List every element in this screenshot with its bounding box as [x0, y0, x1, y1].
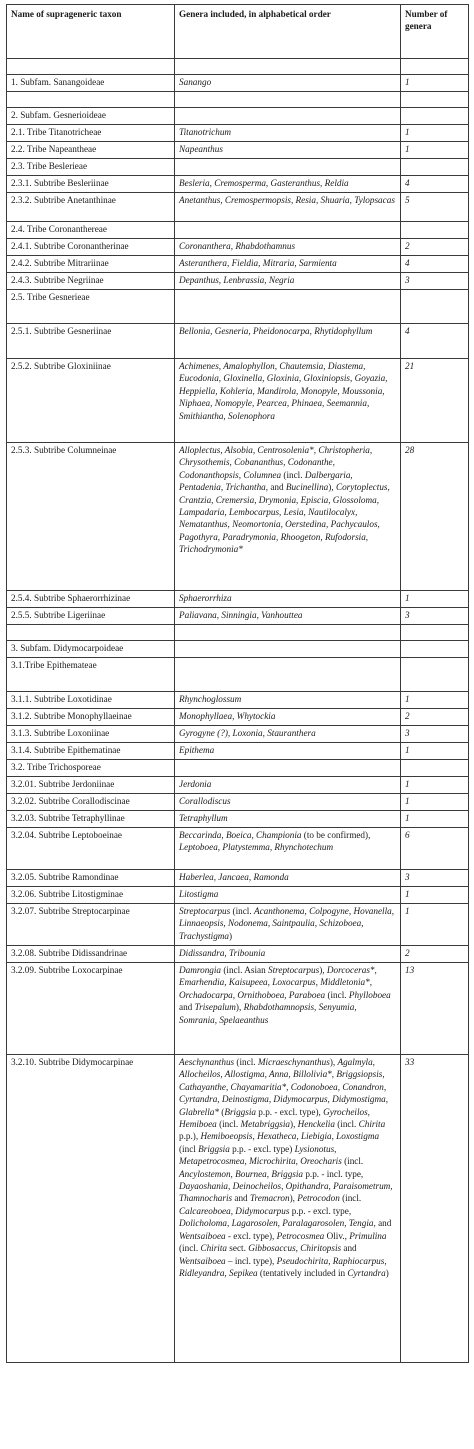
genera-cell: Sphaerorrhiza — [175, 591, 401, 608]
genus-names: Beccarinda, Boeica, Championia — [179, 830, 302, 840]
genus-names: Bucinellina — [285, 482, 329, 493]
table-row — [7, 176, 469, 193]
spacer-row — [7, 92, 469, 108]
note-text: p.p.), — [179, 1131, 201, 1142]
genera-cell — [175, 760, 401, 777]
taxon-cell: 3.2.10. Subtribe Didymocarpinae — [7, 1055, 175, 1363]
note-text: and — [341, 1243, 357, 1254]
table-row — [7, 1055, 469, 1363]
table-row — [7, 256, 469, 273]
genera-count-cell: 1 — [401, 777, 469, 794]
table-row — [7, 658, 469, 692]
genera-count-cell: 33 — [401, 1055, 469, 1363]
note-text: (incl. — [281, 469, 305, 480]
note-text: (to be confirmed), — [301, 830, 371, 840]
note-text: (incl. — [179, 1243, 201, 1254]
genus-names: Calcareoboea, Didymocarpus — [179, 1205, 290, 1216]
empty-cell — [7, 92, 175, 108]
note-text: (incl. — [230, 906, 254, 916]
genera-cell — [175, 658, 401, 692]
taxon-cell: 3.1.Tribe Epithemateae — [7, 658, 175, 692]
genus-names: Dayaoshania, Deinocheilos, Opithandra, Paraisometrum, Thamnocharis — [179, 1181, 393, 1204]
genus-names: Hemiboeopsis, Hexatheca, Liebigia, Loxostigma — [200, 1131, 380, 1142]
genera-count-cell: 4 — [401, 176, 469, 193]
table-row — [7, 743, 469, 760]
genus-names: Tremacron — [249, 1193, 290, 1204]
note-text: (incl. — [325, 989, 349, 1000]
table-row — [7, 828, 469, 870]
genera-count-cell: 3 — [401, 608, 469, 625]
taxon-cell: 3.2. Tribe Trichosporeae — [7, 760, 175, 777]
note-text: and — [179, 1002, 195, 1013]
spacer-row — [7, 625, 469, 641]
empty-cell — [7, 625, 175, 641]
note-text: (tentatively included in — [257, 1267, 348, 1278]
taxon-cell: 2.4.1. Subtribe Coronantherinae — [7, 239, 175, 256]
genera-count-cell: 1 — [401, 887, 469, 904]
genera-count-cell: 2 — [401, 239, 469, 256]
taxon-cell: 3.1.3. Subtribe Loxoniinae — [7, 726, 175, 743]
note-text: ), — [235, 1002, 244, 1013]
genus-names: Briggsia — [198, 1143, 230, 1154]
genera-count-cell: 1 — [401, 692, 469, 709]
note-text: p.p. - excl. type, — [289, 1205, 352, 1216]
genera-cell: Bellonia, Gesneria, Pheidonocarpa, Rhytidophyllum — [175, 324, 401, 359]
genus-names: Pseudochirita, Raphiocarpus, Ridleyandra, Sepikea — [179, 1255, 387, 1278]
taxon-cell: 2.5.3. Subtribe Columneinae — [7, 443, 175, 591]
table-row — [7, 591, 469, 608]
taxon-cell: 1. Subfam. Sanangoideae — [7, 75, 175, 92]
table-row — [7, 692, 469, 709]
table-row — [7, 887, 469, 904]
taxon-cell: 3.2.03. Subtribe Tetraphyllinae — [7, 811, 175, 828]
note-text: ( — [218, 1106, 225, 1117]
note-text: (incl. — [341, 1156, 364, 1167]
genera-cell — [175, 222, 401, 239]
taxon-cell: 3.2.05. Subtribe Ramondinae — [7, 870, 175, 887]
note-text: ) — [385, 1267, 389, 1278]
genera-cell: Haberlea, Jancaea, Ramonda — [175, 870, 401, 887]
taxon-cell: 3.2.06. Subtribe Litostigminae — [7, 887, 175, 904]
note-text: ), — [319, 965, 327, 975]
table-row — [7, 608, 469, 625]
taxon-cell: 2.5. Tribe Gesnerieae — [7, 290, 175, 324]
taxon-cell: 3.2.01. Subtribe Jerdoniinae — [7, 777, 175, 794]
genera-count-cell — [401, 222, 469, 239]
genus-names: Streptocarpus — [267, 965, 320, 975]
table-row — [7, 946, 469, 963]
genera-count-cell — [401, 159, 469, 176]
genus-names: Corytoplectus, Crantzia, Cremersia, Drymonia, Episcia, Glossoloma, Lampadaria, Lembocarpus, Lesia, Nautilocalyx, Nematanthus, Neomortonia, Oerstedina, Pachycaulos, Pagothyra, Paradrymonia, Rhoogeton, Rufodorsia, Trichodrymonia* — [179, 482, 390, 555]
table-row — [7, 870, 469, 887]
table-row — [7, 443, 469, 591]
note-text: sect. — [227, 1243, 249, 1254]
table-row — [7, 963, 469, 1055]
genera-count-cell — [401, 658, 469, 692]
header-genera: Genera included, in alphabetical order — [175, 5, 401, 59]
note-text: ), — [289, 1193, 298, 1204]
genus-names: Briggsia — [224, 1106, 256, 1117]
genus-names: Chirita — [200, 1243, 227, 1254]
genera-cell: Epithema — [175, 743, 401, 760]
taxon-cell: 2.3.2. Subtribe Anetanthinae — [7, 193, 175, 222]
taxon-cell: 2.4.3. Subtribe Negriinae — [7, 273, 175, 290]
table-row — [7, 159, 469, 176]
note-text: (incl. — [216, 1119, 241, 1130]
taxon-cell: 2.5.5. Subtribe Ligeriinae — [7, 608, 175, 625]
table-row — [7, 811, 469, 828]
empty-cell — [175, 92, 401, 108]
table-body — [7, 59, 469, 1363]
genus-names: Micraeschynanthus — [257, 1057, 330, 1067]
genus-names: Phylloboea — [348, 989, 391, 1000]
genera-cell: Depanthus, Lenbrassia, Negria — [175, 273, 401, 290]
genus-names: Agalmyla, Allocheilos, Allostigma, Anna, Billolivia*, Briggsiopsis, Cathayanthe, Chayamaritia*, Codonoboea, Conandron, Cyrtandra, Deinostigma, Didymocarpus, Didymostigma, Glabrella* — [179, 1057, 389, 1117]
table-row — [7, 142, 469, 159]
genera-count-cell: 5 — [401, 193, 469, 222]
genera-count-cell — [401, 290, 469, 324]
taxon-cell: 3.2.02. Subtribe Corallodiscinae — [7, 794, 175, 811]
table-row — [7, 777, 469, 794]
genus-names: Damrongia — [179, 965, 222, 975]
genera-count-cell: 2 — [401, 709, 469, 726]
genus-names: Aeschynanthus — [179, 1057, 235, 1067]
genera-cell — [175, 963, 401, 1055]
genera-cell: Coronanthera, Rhabdothamnus — [175, 239, 401, 256]
genera-cell: Didissandra, Tribounia — [175, 946, 401, 963]
genera-count-cell: 4 — [401, 256, 469, 273]
genus-names: Metabriggsia — [240, 1119, 291, 1130]
table-row — [7, 359, 469, 443]
taxon-cell: 2.3. Tribe Beslerieae — [7, 159, 175, 176]
genera-count-cell: 1 — [401, 743, 469, 760]
taxon-cell: 3.1.4. Subtribe Epithematinae — [7, 743, 175, 760]
note-text: (incl. Asian — [221, 965, 268, 975]
taxon-cell: 2.4. Tribe Coronanthereae — [7, 222, 175, 239]
taxon-cell: 3.2.08. Subtribe Didissandrinae — [7, 946, 175, 963]
genera-cell — [175, 443, 401, 591]
genera-count-cell: 13 — [401, 963, 469, 1055]
taxon-cell: 3. Subfam. Didymocarpoideae — [7, 641, 175, 658]
genera-count-cell: 1 — [401, 75, 469, 92]
empty-cell — [401, 92, 469, 108]
note-text: (incl. — [334, 1119, 359, 1130]
genus-names: Ancylostemon, Bournea, Briggsia — [179, 1168, 304, 1179]
genera-cell: Corallodiscus — [175, 794, 401, 811]
empty-cell — [401, 59, 469, 75]
empty-cell — [401, 625, 469, 641]
genera-count-cell: 1 — [401, 591, 469, 608]
table-row — [7, 760, 469, 777]
genera-cell: Anetanthus, Cremospermopsis, Resia, Shuaria, Tylopsacas — [175, 193, 401, 222]
genus-names: Alloplectus, Alsobia, Centrosolenia*, Christopheria, Chrysothemis, Cobananthus, Codonanthe, Codonanthopsis, Columnea — [179, 445, 373, 480]
genera-cell: Jerdonia — [175, 777, 401, 794]
genera-count-cell: 3 — [401, 726, 469, 743]
genus-names: Leptoboea, Platystemma, Rhynchotechum — [179, 842, 334, 853]
taxon-cell: 2.5.2. Subtribe Gloxiniinae — [7, 359, 175, 443]
genus-names: Wentsaiboea — [179, 1255, 226, 1266]
genera-count-cell: 1 — [401, 142, 469, 159]
genus-names: Trisepalum — [194, 1002, 236, 1013]
table-row — [7, 709, 469, 726]
genus-names: Henckelia — [297, 1119, 335, 1130]
subfamily-row — [7, 108, 469, 125]
note-text: - excl. type), — [225, 1230, 277, 1241]
table-row — [7, 273, 469, 290]
subfamily-row — [7, 75, 469, 92]
taxon-cell: 3.2.09. Subtribe Loxocarpinae — [7, 963, 175, 1055]
genera-cell: Paliavana, Sinningia, Vanhouttea — [175, 608, 401, 625]
note-text: and — [232, 1193, 250, 1204]
table-header-row — [7, 5, 469, 59]
genera-cell: Litostigma — [175, 887, 401, 904]
genera-cell: Gyrogyne (?), Loxonia, Stauranthera — [175, 726, 401, 743]
genera-cell — [175, 904, 401, 946]
genera-cell: Achimenes, Amalophyllon, Chautemsia, Diastema, Eucodonia, Gloxinella, Gloxinia, Gloxiniopsis, Goyazia, Heppiella, Kohleria, Mandirola, Monopyle, Moussonia, Niphaea, Nomopyle, Pearcea, Phinaea, Seemannia, Smithiantha, Solenophora — [175, 359, 401, 443]
taxon-cell: 2.2. Tribe Napeantheae — [7, 142, 175, 159]
genus-names: Dalbergaria, Pentadenia, Trichantha, — [179, 469, 353, 493]
table-row — [7, 193, 469, 222]
table-row — [7, 222, 469, 239]
genus-names: Petrocodon — [297, 1193, 340, 1204]
note-text: p.p. - excl. type) — [229, 1143, 295, 1154]
genera-cell: Monophyllaea, Whytockia — [175, 709, 401, 726]
taxon-cell: 3.1.2. Subtribe Monophyllaeinae — [7, 709, 175, 726]
taxon-cell: 2.3.1. Subtribe Besleriinae — [7, 176, 175, 193]
genera-count-cell: 1 — [401, 794, 469, 811]
genera-cell: Tetraphyllum — [175, 811, 401, 828]
genera-count-cell: 6 — [401, 828, 469, 870]
genera-count-cell: 2 — [401, 946, 469, 963]
genus-names: Cyrtandra — [347, 1267, 386, 1278]
genera-cell — [175, 828, 401, 870]
genera-cell: Asteranthera, Fieldia, Mitraria, Sarmienta — [175, 256, 401, 273]
note-text: p.p. - incl. type, — [303, 1168, 364, 1179]
genera-count-cell: 3 — [401, 870, 469, 887]
header-taxon: Name of suprageneric taxon — [7, 5, 175, 59]
note-text: ), — [290, 1119, 298, 1130]
note-text: – incl. type), — [225, 1255, 277, 1266]
genus-names: Wentsaiboea — [179, 1230, 226, 1241]
genera-cell — [175, 290, 401, 324]
genus-names: Petrocosmea — [276, 1230, 325, 1241]
genera-count-cell — [401, 641, 469, 658]
genera-cell — [175, 108, 401, 125]
genera-cell: Besleria, Cremosperma, Gasteranthus, Reldia — [175, 176, 401, 193]
taxon-cell: 2. Subfam. Gesnerioideae — [7, 108, 175, 125]
note-text: ), — [328, 482, 336, 493]
table-row — [7, 125, 469, 142]
taxon-cell: 3.1.1. Subtribe Loxotidinae — [7, 692, 175, 709]
genera-cell: Titanotrichum — [175, 125, 401, 142]
taxon-cell: 2.1. Tribe Titanotricheae — [7, 125, 175, 142]
genus-names: Gibbosaccus, Chiritopsis — [248, 1243, 342, 1254]
note-text: Oliv., — [324, 1230, 350, 1241]
genus-names: Gyrocheilos, Hemiboea — [179, 1106, 370, 1130]
genera-cell: Napeanthus — [175, 142, 401, 159]
table-row — [7, 904, 469, 946]
genera-count-cell: 1 — [401, 125, 469, 142]
genera-cell: Sanango — [175, 75, 401, 92]
spacer-row — [7, 59, 469, 75]
genus-names: Primulina — [349, 1230, 387, 1241]
genus-names: Chirita — [358, 1119, 386, 1130]
taxon-cell: 2.5.4. Subtribe Sphaerorrhizinae — [7, 591, 175, 608]
note-text: (incl — [179, 1143, 199, 1154]
note-text: ), — [329, 1057, 338, 1067]
taxonomy-table — [6, 4, 469, 1363]
genera-cell — [175, 159, 401, 176]
genera-count-cell: 1 — [401, 811, 469, 828]
genera-count-cell: 1 — [401, 904, 469, 946]
taxon-cell: 2.5.1. Subtribe Gesneriinae — [7, 324, 175, 359]
note-text: and — [268, 482, 286, 493]
note-text: (incl. — [339, 1193, 362, 1204]
empty-cell — [175, 625, 401, 641]
subfamily-row — [7, 641, 469, 658]
genera-count-cell: 3 — [401, 273, 469, 290]
genera-count-cell — [401, 108, 469, 125]
empty-cell — [7, 59, 175, 75]
genera-cell — [175, 1055, 401, 1363]
table-row — [7, 324, 469, 359]
header-count: Number of genera — [401, 5, 469, 59]
genus-names: Acanthonema, Colpogyne, Hovanella, Linnaeopsis, Nodonema, Saintpaulia, Schizoboea, Trachystigma — [179, 906, 395, 941]
note-text: and — [375, 1218, 392, 1229]
empty-cell — [175, 59, 401, 75]
taxon-cell: 3.2.04. Subtribe Leptoboeinae — [7, 828, 175, 870]
genus-names: Dorcoceras*, Emarhendia, Kaisupeea, Loxocarpus, Middletonia*, Orchadocarpa, Ornithoboea, Paraboea — [179, 965, 377, 1000]
genera-count-cell: 21 — [401, 359, 469, 443]
genus-names: Dolicholoma, Lagarosolen, Paralagarosolen, Tengia, — [179, 1218, 376, 1229]
taxon-cell: 3.2.07. Subtribe Streptocarpinae — [7, 904, 175, 946]
genus-names: Streptocarpus — [179, 906, 231, 916]
genera-cell — [175, 641, 401, 658]
table-row — [7, 239, 469, 256]
note-text: (incl. — [234, 1057, 258, 1067]
genera-count-cell: 4 — [401, 324, 469, 359]
table-row — [7, 290, 469, 324]
genera-count-cell: 28 — [401, 443, 469, 591]
genera-count-cell — [401, 760, 469, 777]
note-text: ) — [229, 930, 233, 941]
table-row — [7, 726, 469, 743]
note-text: p.p. - excl. type), — [256, 1106, 324, 1117]
genus-names: Lysionotus, Metapetrocosmea, Microchirita, Oreocharis — [179, 1143, 342, 1167]
taxon-cell: 2.4.2. Subtribe Mitrariinae — [7, 256, 175, 273]
genera-cell: Rhynchoglossum — [175, 692, 401, 709]
table-row — [7, 794, 469, 811]
genus-names: Rhabdothamnopsis, Senyumia, Somrania, Spelaeanthus — [179, 1002, 357, 1025]
